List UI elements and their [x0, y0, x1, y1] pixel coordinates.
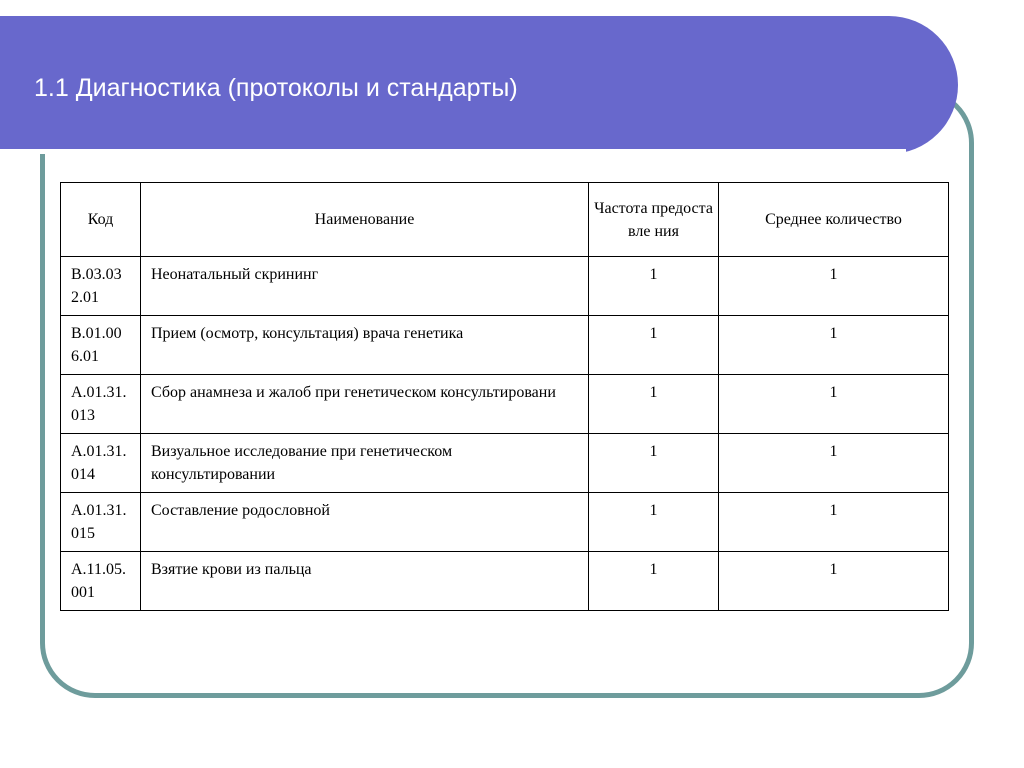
header-average: Среднее количество — [719, 183, 949, 257]
cell-average: 1 — [719, 434, 949, 493]
cell-code: A.01.31.013 — [61, 375, 141, 434]
cell-frequency: 1 — [589, 375, 719, 434]
cell-frequency: 1 — [589, 257, 719, 316]
cell-name: Прием (осмотр, консультация) врача генетика — [141, 316, 589, 375]
table-row — [61, 316, 949, 375]
header-name: Наименование — [141, 183, 589, 257]
title-underline — [0, 149, 906, 154]
protocol-table — [60, 182, 949, 611]
table-row — [61, 552, 949, 611]
cell-name: Неонатальный скрининг — [141, 257, 589, 316]
cell-code: B.03.032.01 — [61, 257, 141, 316]
cell-code: B.01.006.01 — [61, 316, 141, 375]
cell-name: Составление родословной — [141, 493, 589, 552]
title-band — [0, 16, 958, 154]
header-frequency: Частота предоставле ния — [589, 183, 719, 257]
cell-name: Сбор анамнеза и жалоб при генетическом консультировани — [141, 375, 589, 434]
cell-code: A.11.05.001 — [61, 552, 141, 611]
cell-frequency: 1 — [589, 434, 719, 493]
cell-average: 1 — [719, 316, 949, 375]
table-row — [61, 257, 949, 316]
cell-frequency: 1 — [589, 493, 719, 552]
table-row — [61, 493, 949, 552]
cell-code: A.01.31.015 — [61, 493, 141, 552]
table-row — [61, 375, 949, 434]
table-header-row — [61, 183, 949, 257]
cell-average: 1 — [719, 493, 949, 552]
table-row — [61, 434, 949, 493]
cell-average: 1 — [719, 257, 949, 316]
cell-average: 1 — [719, 552, 949, 611]
cell-name: Взятие крови из пальца — [141, 552, 589, 611]
cell-average: 1 — [719, 375, 949, 434]
cell-frequency: 1 — [589, 316, 719, 375]
slide-title: 1.1 Диагностика (протоколы и стандарты) — [34, 74, 518, 102]
header-code: Код — [61, 183, 141, 257]
cell-frequency: 1 — [589, 552, 719, 611]
cell-name: Визуальное исследование при генетическом консультировании — [141, 434, 589, 493]
cell-code: A.01.31.014 — [61, 434, 141, 493]
